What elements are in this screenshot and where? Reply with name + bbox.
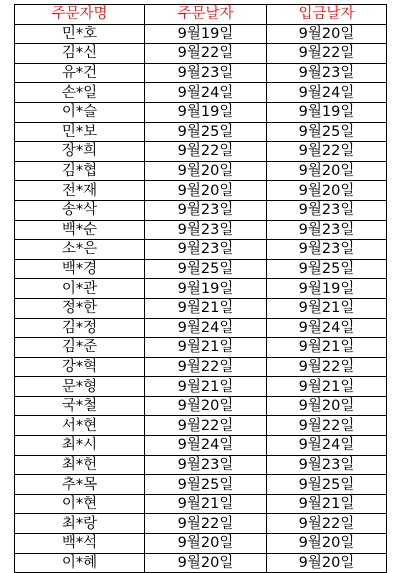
table-row <box>15 259 387 279</box>
order-date-cell: 9월21일 <box>145 338 267 358</box>
orderer-name-cell: 서*현 <box>15 416 145 436</box>
deposit-date-cell: 9월22일 <box>267 514 387 534</box>
table-row <box>15 63 387 83</box>
orderer-name-cell: 문*형 <box>15 377 145 397</box>
deposit-date-cell: 9월20일 <box>267 553 387 573</box>
table-row <box>15 122 387 142</box>
deposit-date-cell: 9월25일 <box>267 475 387 495</box>
order-date-cell: 9월25일 <box>145 259 267 279</box>
orderer-name-cell: 백*석 <box>15 534 145 554</box>
orderer-name-cell: 최*랑 <box>15 514 145 534</box>
order-date-cell: 9월25일 <box>145 475 267 495</box>
table-row <box>15 161 387 181</box>
table-row <box>15 83 387 103</box>
order-date-cell: 9월23일 <box>145 220 267 240</box>
deposit-date-cell: 9월22일 <box>267 44 387 64</box>
orderer-name-cell: 이*혜 <box>15 553 145 573</box>
deposit-date-cell: 9월22일 <box>267 416 387 436</box>
order-date-cell: 9월24일 <box>145 436 267 456</box>
deposit-date-cell: 9월19일 <box>267 279 387 299</box>
order-date-cell: 9월23일 <box>145 63 267 83</box>
orderer-name-cell: 강*혁 <box>15 357 145 377</box>
orderer-name-cell: 최*시 <box>15 436 145 456</box>
deposit-date-cell: 9월22일 <box>267 357 387 377</box>
table-row <box>15 514 387 534</box>
deposit-date-cell: 9월23일 <box>267 200 387 220</box>
orderer-name-cell: 백*경 <box>15 259 145 279</box>
order-table <box>14 4 387 573</box>
table-row <box>15 142 387 162</box>
order-date-cell: 9월23일 <box>145 200 267 220</box>
table-row <box>15 102 387 122</box>
header-deposit-date: 입금날자 <box>267 5 387 25</box>
header-order-date: 주문날자 <box>145 5 267 25</box>
order-date-cell: 9월21일 <box>145 494 267 514</box>
table-row <box>15 534 387 554</box>
order-date-cell: 9월23일 <box>145 240 267 260</box>
orderer-name-cell: 송*삭 <box>15 200 145 220</box>
order-date-cell: 9월19일 <box>145 279 267 299</box>
orderer-name-cell: 김*협 <box>15 161 145 181</box>
table-row <box>15 240 387 260</box>
orderer-name-cell: 김*정 <box>15 318 145 338</box>
order-date-cell: 9월25일 <box>145 122 267 142</box>
deposit-date-cell: 9월25일 <box>267 259 387 279</box>
table-row <box>15 279 387 299</box>
order-date-cell: 9월21일 <box>145 377 267 397</box>
orderer-name-cell: 백*순 <box>15 220 145 240</box>
order-date-cell: 9월22일 <box>145 142 267 162</box>
table-row <box>15 200 387 220</box>
orderer-name-cell: 이*현 <box>15 494 145 514</box>
order-date-cell: 9월20일 <box>145 161 267 181</box>
deposit-date-cell: 9월21일 <box>267 338 387 358</box>
order-date-cell: 9월20일 <box>145 181 267 201</box>
table-row <box>15 377 387 397</box>
table-row <box>15 220 387 240</box>
orderer-name-cell: 민*보 <box>15 122 145 142</box>
orderer-name-cell: 민*호 <box>15 24 145 44</box>
orderer-name-cell: 최*헌 <box>15 455 145 475</box>
orderer-name-cell: 정*한 <box>15 298 145 318</box>
orderer-name-cell: 전*재 <box>15 181 145 201</box>
table-row <box>15 436 387 456</box>
order-date-cell: 9월22일 <box>145 357 267 377</box>
deposit-date-cell: 9월24일 <box>267 318 387 338</box>
orderer-name-cell: 김*신 <box>15 44 145 64</box>
deposit-date-cell: 9월21일 <box>267 377 387 397</box>
orderer-name-cell: 장*희 <box>15 142 145 162</box>
table-row <box>15 416 387 436</box>
deposit-date-cell: 9월20일 <box>267 396 387 416</box>
order-date-cell: 9월24일 <box>145 83 267 103</box>
deposit-date-cell: 9월24일 <box>267 83 387 103</box>
table-row <box>15 494 387 514</box>
table-row <box>15 455 387 475</box>
header-row <box>15 5 387 25</box>
order-date-cell: 9월22일 <box>145 44 267 64</box>
order-date-cell: 9월23일 <box>145 455 267 475</box>
table-row <box>15 298 387 318</box>
orderer-name-cell: 추*목 <box>15 475 145 495</box>
deposit-date-cell: 9월23일 <box>267 220 387 240</box>
deposit-date-cell: 9월20일 <box>267 161 387 181</box>
order-date-cell: 9월19일 <box>145 24 267 44</box>
table-row <box>15 318 387 338</box>
order-date-cell: 9월19일 <box>145 102 267 122</box>
table-row <box>15 44 387 64</box>
deposit-date-cell: 9월20일 <box>267 534 387 554</box>
deposit-date-cell: 9월21일 <box>267 494 387 514</box>
deposit-date-cell: 9월19일 <box>267 102 387 122</box>
deposit-date-cell: 9월24일 <box>267 436 387 456</box>
deposit-date-cell: 9월25일 <box>267 122 387 142</box>
order-date-cell: 9월22일 <box>145 514 267 534</box>
table-row <box>15 475 387 495</box>
header-orderer-name: 주문자명 <box>15 5 145 25</box>
table-row <box>15 553 387 573</box>
deposit-date-cell: 9월20일 <box>267 181 387 201</box>
deposit-date-cell: 9월23일 <box>267 63 387 83</box>
deposit-date-cell: 9월21일 <box>267 298 387 318</box>
table-row <box>15 338 387 358</box>
order-date-cell: 9월20일 <box>145 553 267 573</box>
deposit-date-cell: 9월22일 <box>267 142 387 162</box>
orderer-name-cell: 이*슬 <box>15 102 145 122</box>
orderer-name-cell: 손*일 <box>15 83 145 103</box>
orderer-name-cell: 김*준 <box>15 338 145 358</box>
orderer-name-cell: 소*은 <box>15 240 145 260</box>
table-row <box>15 396 387 416</box>
table-row <box>15 357 387 377</box>
deposit-date-cell: 9월20일 <box>267 24 387 44</box>
deposit-date-cell: 9월23일 <box>267 455 387 475</box>
table-body <box>15 24 387 573</box>
deposit-date-cell: 9월23일 <box>267 240 387 260</box>
table-row <box>15 24 387 44</box>
orderer-name-cell: 국*철 <box>15 396 145 416</box>
orderer-name-cell: 유*건 <box>15 63 145 83</box>
order-date-cell: 9월20일 <box>145 396 267 416</box>
order-date-cell: 9월20일 <box>145 534 267 554</box>
table-row <box>15 181 387 201</box>
orderer-name-cell: 이*관 <box>15 279 145 299</box>
order-date-cell: 9월21일 <box>145 298 267 318</box>
order-date-cell: 9월22일 <box>145 416 267 436</box>
order-date-cell: 9월24일 <box>145 318 267 338</box>
